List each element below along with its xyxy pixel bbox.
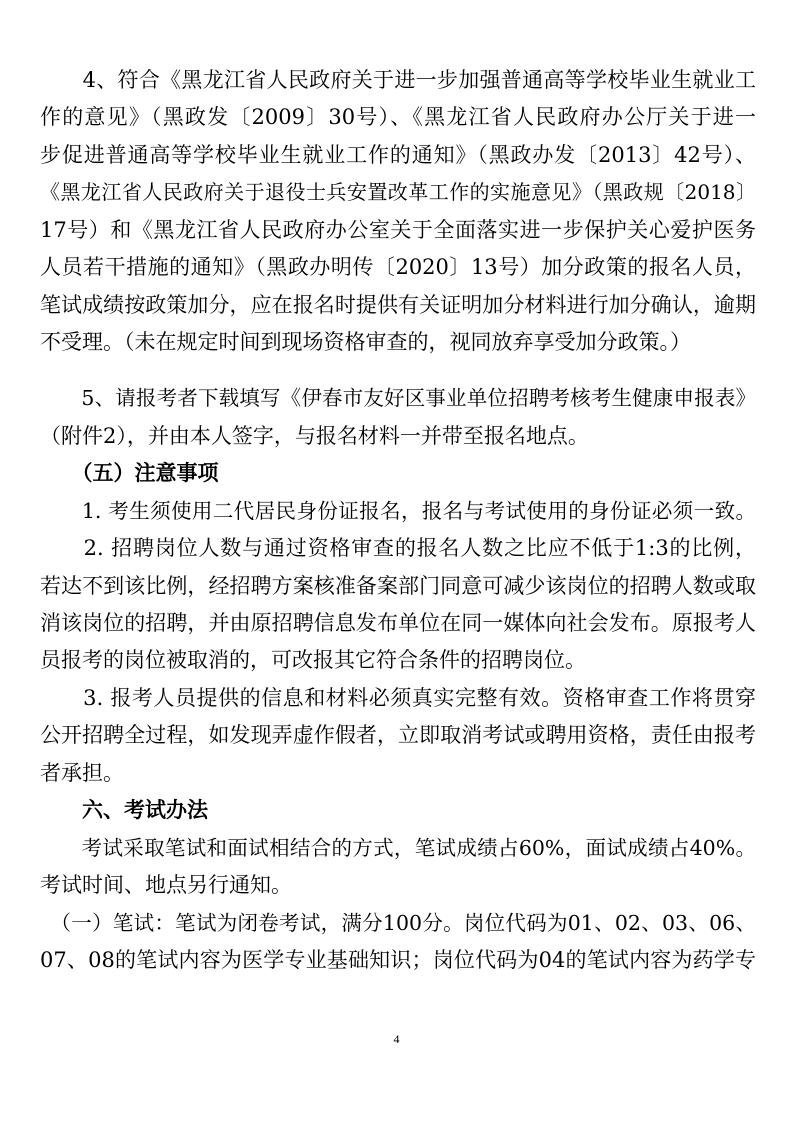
paragraph-line: （附件2），并由本人签字，与报名材料一并带至报名地点。 xyxy=(40,424,589,448)
paragraph-line: 人员若干措施的通知》（黑政办明传〔2020〕13号）加分政策的报名人员， xyxy=(40,255,756,279)
paragraph-line: 公开招聘全过程，如发现弄虚作假者，立即取消考试或聘用资格，责任由报考 xyxy=(40,723,756,747)
paragraph-line: 不受理。（未在规定时间到现场资格审查的，视同放弃享受加分政策。） xyxy=(40,330,691,354)
paragraph-line: 07、08的笔试内容为医学专业基础知识；岗位代码为04的笔试内容为药学专 xyxy=(40,948,756,972)
section-heading: （五）注意事项 xyxy=(40,461,219,485)
paragraph-line: 消该岗位的招聘，并由原招聘信息发布单位在同一媒体向社会发布。原报考人 xyxy=(40,611,756,635)
paragraph-line: 若达不到该比例，经招聘方案核准备案部门同意可减少该岗位的招聘人数或取 xyxy=(40,574,756,598)
paragraph-line: 17号）和《黑龙江省人民政府办公室关于全面落实进一步保护关心爱护医务 xyxy=(40,218,756,242)
paragraph-line: 笔试成绩按政策加分，应在报名时提供有关证明加分材料进行加分确认，逾期 xyxy=(40,293,756,317)
paragraph-line: 3. 报考人员提供的信息和材料必须真实完整有效。资格审查工作将贯穿 xyxy=(40,686,756,710)
paragraph-line: 步促进普通高等学校毕业生就业工作的通知》（黑政办发〔2013〕42号）、 xyxy=(40,143,756,167)
paragraph-line: 考试采取笔试和面试相结合的方式，笔试成绩占60%，面试成绩占40%。 xyxy=(40,836,756,860)
paragraph-line: 5、请报考者下载填写《伊春市友好区事业单位招聘考核考生健康申报表》 xyxy=(40,386,756,410)
paragraph-line: 员报考的岗位被取消的，可改报其它符合条件的招聘岗位。 xyxy=(40,648,586,672)
paragraph-line: 4、符合《黑龙江省人民政府关于进一步加强普通高等学校毕业生就业工 xyxy=(40,68,756,92)
paragraph-line: （一）笔试：笔试为闭卷考试，满分100分。岗位代码为01、02、03、06、 xyxy=(40,911,756,935)
paragraph-line: 2. 招聘岗位人数与通过资格审查的报名人数之比应不低于1:3的比例， xyxy=(40,536,756,560)
paragraph-line: 《黑龙江省人民政府关于退役士兵安置改革工作的实施意见》（黑政规〔2018〕 xyxy=(40,180,756,204)
paragraph-line: 考试时间、地点另行通知。 xyxy=(40,873,292,897)
page-number: 4 xyxy=(393,1032,400,1046)
paragraph-line: 作的意见》（黑政发〔2009〕30号）、《黑龙江省人民政府办公厅关于进一 xyxy=(40,105,756,129)
paragraph-line: 1. 考生须使用二代居民身份证报名，报名与考试使用的身份证必须一致。 xyxy=(40,499,756,523)
paragraph-line: 者承担。 xyxy=(40,761,124,785)
section-heading: 六、考试办法 xyxy=(40,798,208,822)
